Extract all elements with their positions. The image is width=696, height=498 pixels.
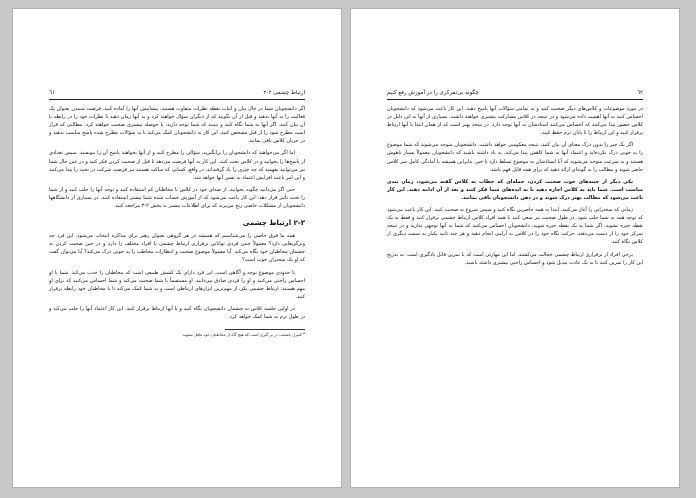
right-page bbox=[350, 8, 680, 488]
left-page-header bbox=[49, 89, 305, 100]
paragraph: تا حدودی موضوع توجه و آگاهی است. این فرد دارای یک کشش طبیعی است که مخاطبان را جذب می‌کند. شما با او احساس راحتی می‌کنید و او را فردی صادق می‌دانید. او مستقیماً با شما صحبت می‌کند و شما احساس می‌کنید که برای او مهم هستید. ارتباط چشمی یکی از مهم‌ترین ابزارهای ارتباطی است و به شما کمک می‌کند تا با مخاطبان خود رابطه برقرار کنید. bbox=[49, 269, 305, 300]
running-title: ۲-۲ ارتباط چشمی bbox=[263, 90, 305, 96]
paragraph: اگر یک چیز را بدون درک معنای آن بیان کنید، نتیجه معکوسی خواهد داشت. دانشجویان متوجه می‌شوند که شما موضوع را به خوبی درک نکرده‌اید و اعتماد آنها به شما کاهش پیدا می‌کند. به یاد داشته باشید که دانشجویان معمولاً بسیار باهوش هستند و به سرعت متوجه می‌شوند که آیا استادشان به موضوع تسلط دارد یا خیر. بنابراین همیشه با آمادگی کامل سر کلاس حاضر شوید و مطالب را به گونه‌ای ارائه دهید که برای همه قابل فهم باشد. bbox=[387, 142, 643, 173]
page-number: ٦۲ bbox=[637, 90, 643, 96]
paragraph: همه ما فرق خاصی را می‌شناسیم که همیشه در هر گروهی بعنوان رهبر برای مذاکره انتخاب می‌شود. این فرد چه ویژگی‌هایی دارد؟ معمولاً چنین فردی توانایی برقراری ارتباط چشمی با افراد مختلف را دارد و در حین صحبت کردن به چشمان مخاطبان خود نگاه می‌کند. آیا معمولاً موضوع صحبت و انتظارات مخاطب را به خوبی درک می‌کند؟ آیا می‌توان گفت که او یک سخنران خوب است؟ bbox=[49, 233, 305, 264]
right-page-header bbox=[387, 89, 643, 100]
paragraph: برخی افراد از برقراری ارتباط چشمی خجالت می‌کشند، اما این مهارتی است که با تمرین قابل یادگیری است. به تدریج این کار را تمرین کنید تا به یک عادت تبدیل شود و احساس راحتی بیشتری داشته باشید. bbox=[387, 251, 643, 266]
page-number: ٦١ bbox=[49, 90, 55, 96]
left-page-content bbox=[49, 105, 305, 457]
paragraph: اما اگر می‌خواهید که دانشجویان را برانگیزید، سؤالی را مطرح کنید و از آنها بخواهید پاسخ آن را بنویسند. سپس تعدادی از پاسخ‌ها را بخوانید و در کلاس بحث کنید. این کار به آنها فرصت می‌دهد تا قبل از صحبت کردن فکر کنند و در عین حال شما نیز می‌توانید بفهمید که چه چیزی را یاد گرفته‌اند. در واقع، کسانی که ساکت هستند نیز فرصت شرکت در بحث را پیدا می‌کنند و این امر باعث افزایش اعتماد به نفس آنها خواهد شد. bbox=[49, 150, 305, 181]
paragraph: زمانی که سخنرانی را آغاز می‌کنید، ابتدا به همه حاضرین نگاه کنید و سپس شروع به صحبت کنید. این کار باعث می‌شود که توجه همه به شما جلب شود. در طول صحبت نیز سعی کنید با همه افراد کلاس ارتباط چشمی برقرار کنید و فقط به یک نقطه خیره نشوید. اگر شما به یک نقطه خیره شوید، دانشجویان احساس می‌کنند که شما به آنها توجهی ندارید و در نتیجه تمرکز خود را از دست می‌دهند. حرکت نگاه خود را در کلاس به آرامی انجام دهید و هر چند ثانیه یکبار به سمت دیگری از کلاس نگاه کنید. bbox=[387, 207, 643, 246]
right-page-content bbox=[387, 105, 643, 457]
running-title: چگونه بی‌تمرکزی را در آموزش رفع کنیم bbox=[387, 90, 479, 96]
footnote-divider bbox=[225, 329, 305, 330]
paragraph: اگر دانشجویان شما در حال بیان و اثبات نقطه نظرات متفاوت هستند، پیشاپیش آنها را آماده کنید. فرصت شنیدن بعنوان یک فعالیت را به آنها بدهید و قبل از آن بگویید که از دیگران سؤال خواهید کرد و به آنها زمان دهید تا نظرات خود را در رابطه با آن بیان کنند. اگر آنها به شما نگاه کنند و ببینند که شما توجه دارید، با حوصله بیشتری صحبت خواهند کرد. مطالبی که قرار است مطرح شود را از قبل مشخص کنید، این کار به دانشجویان کمک می‌کند تا به سؤالات مطرح شده پاسخ مناسب بدهند و در جریان کلاس باقی بمانند. bbox=[49, 106, 305, 145]
left-page bbox=[12, 8, 342, 488]
paragraph: در اولین جلسه کلاس به چشمان دانشجویان نگاه کنید و با آنها ارتباط برقرار کنید. این کار اعتماد آنها را جلب می‌کند و در طول ترم به شما کمک خواهد کرد. bbox=[49, 305, 305, 320]
paragraph: در مورد موضوعات و کلاس‌های دیگر صحبت کنید و به تمامی سؤالات آنها پاسخ دهید. این کار باعث می‌شود که دانشجویان احساس کنند به آنها اهمیت داده می‌شود و در نتیجه در کلاس مشارکت بیشتری خواهند داشت. بسیاری از آنها به این دلیل در کلاس حضور پیدا می‌کنند که احساس می‌کنند استادشان به آنها توجه دارد. در نتیجه بهتر است که از همان ابتدا با آنها ارتباط برقرار کنید و این ارتباط را تا پایان ترم حفظ کنید. bbox=[387, 106, 643, 137]
bold-paragraph: یکی دیگر از جنبه‌های خوب صحبت کردن، جمله‌ای که خطاب به کلاس گفته می‌شود، زمان بندی مناسب است. شما باید به کلاس اجازه دهید تا به ایده‌های شما فکر کنند و بعد از آن ادامه دهید. این کار باعث می‌شود که مطالب بهتر درک شوند و در ذهن دانشجویان باقی بمانند. bbox=[387, 178, 643, 201]
section-heading: ۲-۳ ارتباط چشمی bbox=[242, 219, 305, 228]
footnote: * کنترل جمعیت در بر گیری است که هیچ گاه از مخاطبان خود غافل نشوید. bbox=[181, 332, 305, 338]
paragraph: حتی اگر می‌دانید چگونه بخوانید، از صدای خود در کلاس با مخاطبان کم استفاده کنید و توجه آنها را جلب کنید و از شما را تحت تأثیر قرار دهد. این کار باعث می‌شود که از آموزش حساب شده شما بیشتر استفاده کنند. در بسیاری از دانشگاهها دانشجویان از مشکلات خاصی رنج می‌برند که برای اطلاعات بیشتر به بخش ۲-۳ مراجعه کنید. bbox=[49, 186, 305, 210]
